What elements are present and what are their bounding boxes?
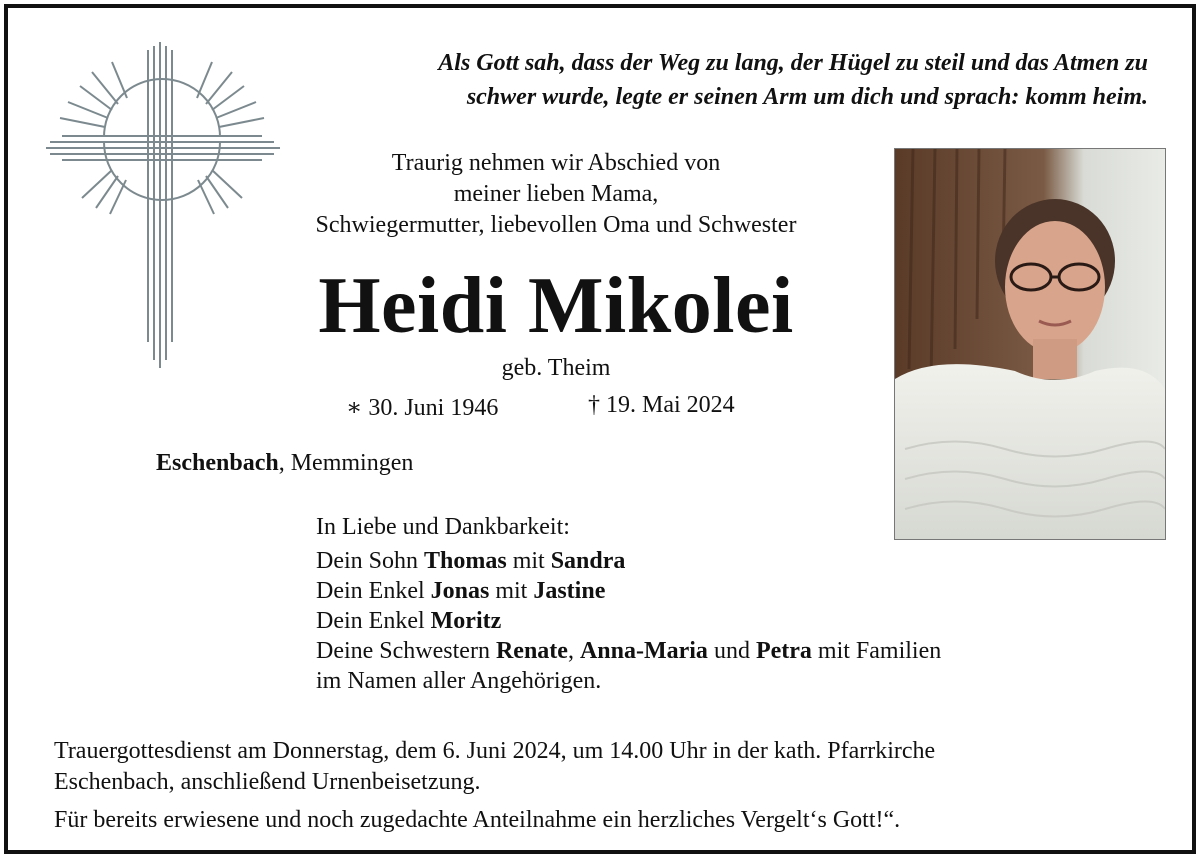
birth-date	[346, 393, 498, 423]
service-line: Trauergottesdienst am Donnerstag, dem 6. Juni 2024, um 14.00 Uhr in der kath. Pfarrkirche	[54, 738, 936, 764]
obituary-notice	[4, 4, 1196, 854]
family-line-son	[316, 546, 941, 576]
sister-name: Petra	[755, 638, 812, 664]
text: mit	[489, 578, 534, 604]
intro-line: Traurig nehmen wir Abschied von	[391, 150, 721, 176]
text: mit Familien	[811, 638, 942, 664]
death-date	[588, 390, 735, 420]
text: Dein Enkel	[316, 578, 431, 604]
quote-text	[248, 46, 1148, 114]
thanks-text: Für bereits erwiesene und noch zugedachte Anteilnahme ein herzliches Vergelt‘s Gott!“.	[54, 807, 901, 833]
maiden-name: geb. Theim	[501, 355, 611, 381]
son-partner: Sandra	[550, 548, 626, 574]
sister-name: Renate	[495, 638, 568, 664]
family-heading: In Liebe und Dankbarkeit:	[316, 514, 570, 540]
grandson-partner: Jastine	[533, 578, 606, 604]
text: Dein Sohn	[316, 548, 424, 574]
intro-line: meiner lieben Mama,	[453, 181, 659, 207]
intro-text	[266, 148, 846, 241]
family-line-grandson1	[316, 576, 941, 606]
family-line-sisters	[316, 636, 941, 666]
son-name: Thomas	[424, 548, 507, 574]
text: und	[707, 638, 756, 664]
location	[156, 448, 413, 478]
death-date-value: 19. Mai 2024	[606, 392, 735, 418]
birth-date-value: 30. Juni 1946	[368, 395, 499, 421]
text: ,	[567, 638, 580, 664]
location-town: Eschenbach	[156, 450, 279, 476]
portrait-photo	[894, 148, 1166, 540]
service-line: Eschenbach, anschließend Urnenbeisetzung.	[54, 769, 481, 795]
cross-icon	[42, 42, 282, 377]
location-separator: ,	[278, 450, 285, 476]
grandson-name: Jonas	[430, 578, 490, 604]
text: Deine Schwestern	[316, 638, 496, 664]
intro-line: Schwiegermutter, liebevollen Oma und Schwester	[315, 212, 797, 238]
location-town2: Memmingen	[290, 450, 414, 476]
birth-symbol: ∗	[346, 395, 363, 421]
quote-line: schwer wurde, legte er seinen Arm um dich und sprach: komm heim.	[466, 84, 1148, 110]
text: Dein Enkel	[316, 608, 431, 634]
service-info	[54, 736, 1164, 798]
text: mit	[506, 548, 551, 574]
deceased-name: Heidi Mikolei	[318, 262, 794, 350]
quote-line: Als Gott sah, dass der Weg zu lang, der Hügel zu steil und das Atmen zu	[438, 50, 1148, 76]
sister-name: Anna-Maria	[579, 638, 708, 664]
grandson-name: Moritz	[430, 608, 502, 634]
death-symbol: †	[588, 392, 600, 418]
family-list	[316, 512, 941, 696]
family-closing: im Namen aller Angehörigen.	[316, 668, 602, 694]
family-line-grandson2	[316, 606, 941, 636]
